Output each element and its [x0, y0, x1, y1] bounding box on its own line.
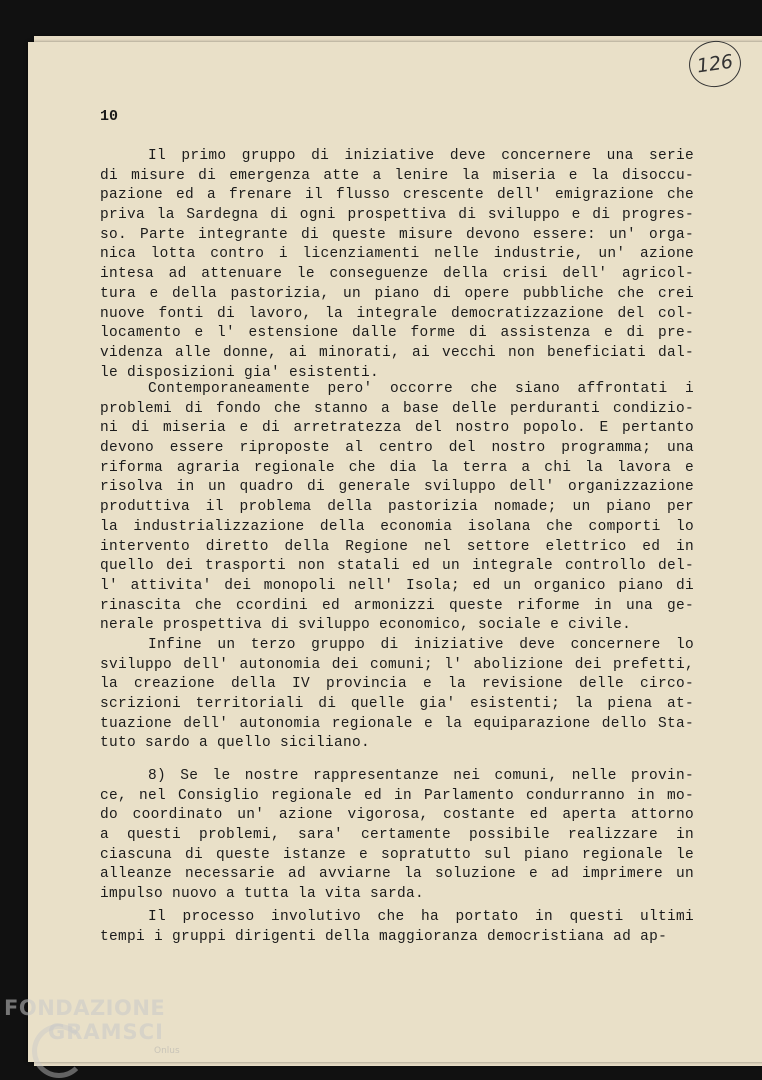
text-line: sviluppo dell' autonomia dei comuni; l' abolizione dei prefetti, [100, 656, 694, 673]
text-line: Infine un terzo gruppo di iniziative deve concernere lo [148, 637, 694, 653]
text-line: nuove fonti di lavoro, la integrale democratizzazione del col- [100, 305, 694, 322]
paragraph [100, 908, 694, 947]
text-line: nerale prospettiva di sviluppo economico, sociale e civile. [100, 617, 632, 634]
paragraph [100, 636, 694, 754]
text-line: l' attivita' dei monopoli nell' Isola; ed un organico piano di [100, 577, 694, 594]
text-line: locamento e l' estensione dalle forme di assistenza e di pre- [100, 325, 694, 342]
text-line: nica lotta contro i licenziamenti nelle industrie, un' azione [100, 246, 694, 263]
text-line: tuto sardo a quello siciliano. [100, 735, 371, 752]
text-line: a questi problemi, sara' certamente possibile realizzare in [100, 827, 694, 844]
paragraph [100, 380, 694, 636]
page-number: 10 [100, 108, 119, 125]
archive-number: 126 [695, 50, 735, 78]
fondazione-gramsci-watermark [4, 996, 194, 1076]
text-line: ni di miseria e di arretratezza del nostro popolo. E pertanto [100, 420, 694, 437]
text-line: riforma agraria regionale che dia la terra a chi la lavora e [100, 459, 694, 476]
text-line: la industrializzazione della economia isolana che comporti lo [100, 518, 694, 535]
text-line: ciascuna di queste istanze e sopratutto sul piano regionale le [100, 846, 694, 863]
watermark-line1: FONDAZIONE [4, 996, 166, 1020]
text-line: produttiva il problema della pastorizia nomade; un piano per [100, 499, 694, 516]
text-line: tempi i gruppi dirigenti della maggioranza democristiana ad ap- [100, 928, 668, 945]
text-line: tura e della pastorizia, un piano di opere pubbliche che crei [100, 285, 694, 302]
text-line: tuazione dell' autonomia regionale e la equiparazione dello Sta- [100, 715, 694, 732]
text-line: scrizioni territoriali di quelle gia' esistenti; la piena at- [100, 696, 694, 713]
text-line: alleanze necessarie ad avviarne la soluzione e ad imprimere un [100, 866, 694, 883]
text-line: la creazione della IV provincia e la revisione delle circo- [100, 676, 694, 693]
text-line: intesa ad attenuare le conseguenze della crisi dell' agricol- [100, 266, 694, 283]
text-line: Il processo involutivo che ha portato in questi ultimi [148, 909, 694, 925]
text-line: 8) Se le nostre rappresentanze nei comuni, nelle provin- [148, 768, 694, 784]
text-line: priva la Sardegna di ogni prospettiva di sviluppo e di progres- [100, 207, 694, 224]
watermark-small: Onlus [154, 1046, 180, 1056]
text-line: rinascita che ccordini ed armonizzi queste riforme in una ge- [100, 597, 694, 614]
text-line: intervento diretto della Regione nel settore elettrico ed in [100, 538, 694, 555]
paragraph [100, 147, 694, 383]
text-line: devono essere riproposte al centro del nostro programma; una [100, 440, 694, 457]
text-line: problemi di fondo che stanno a base delle perduranti condizio- [100, 400, 694, 417]
text-line: do coordinato un' azione vigorosa, costante ed aperta attorno [100, 807, 694, 824]
text-line: Contemporaneamente pero' occorre che siano affrontati i [148, 381, 694, 397]
text-line: risolva in un quadro di generale sviluppo dell' organizzazione [100, 479, 694, 496]
text-line: pazione ed a frenare il flusso crescente dell' emigrazione che [100, 187, 694, 204]
text-line: le disposizioni gia' esistenti. [100, 364, 380, 381]
text-line: quello dei trasporti non statali ed un integrale controllo del- [100, 558, 694, 575]
text-line: ce, nel Consiglio regionale ed in Parlamento condurranno in mo- [100, 787, 694, 804]
text-line: impulso nuovo a tutta la vita sarda. [100, 886, 425, 903]
text-line: videnza alle donne, ai minorati, ai vecchi non beneficiati dal- [100, 344, 694, 361]
text-line: so. Parte integrante di queste misure devono essere: un' orga- [100, 226, 694, 243]
paragraph [100, 767, 694, 905]
text-line: di misure di emergenza atte a lenire la miseria e la disoccu- [100, 167, 694, 184]
text-line: Il primo gruppo di iniziative deve concernere una serie [148, 148, 694, 164]
watermark-line2: GRAMSCI [48, 1020, 164, 1044]
